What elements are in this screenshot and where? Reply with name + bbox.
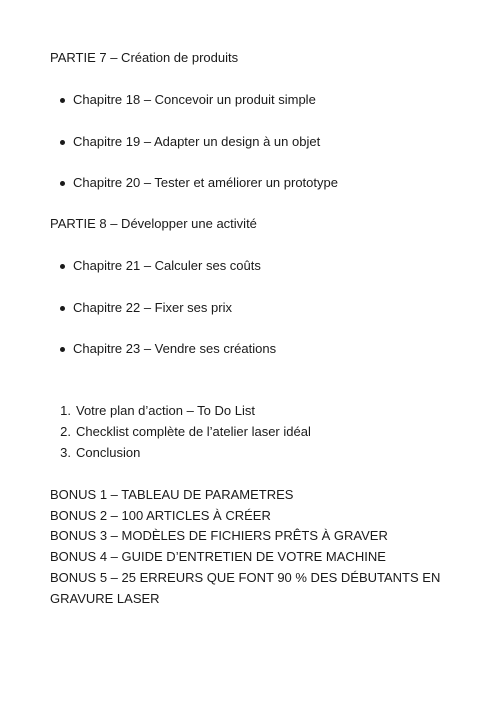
numbered-item-checklist: Checklist complète de l’atelier laser idéal: [76, 424, 311, 439]
bonus-3: BONUS 3 – MODÈLES DE FICHIERS PRÊTS À GRAVER: [50, 528, 388, 543]
bonus-1: BONUS 1 – TABLEAU DE PARAMETRES: [50, 487, 294, 502]
part8-heading: PARTIE 8 – Développer une activité: [50, 216, 257, 231]
part7-heading: PARTIE 7 – Création de produits: [50, 50, 239, 65]
part8-chapter-22: Chapitre 22 – Fixer ses prix: [73, 300, 232, 315]
numbered-item-conclusion: Conclusion: [76, 445, 141, 460]
numbered-marker: 3.: [60, 445, 71, 460]
part7-chapter-18: Chapitre 18 – Concevoir un produit simple: [73, 92, 316, 107]
numbered-item-action-plan: Votre plan d’action – To Do List: [76, 403, 255, 418]
bonus-5: BONUS 5 – 25 ERREURS QUE FONT 90 % DES DÉBUTANTS EN: [50, 570, 441, 585]
numbered-marker: 2.: [60, 424, 71, 439]
bullet-icon: [60, 181, 65, 186]
part7-chapter-19: Chapitre 19 – Adapter un design à un objet: [73, 134, 321, 149]
part8-chapter-23: Chapitre 23 – Vendre ses créations: [73, 341, 277, 356]
bonus-4: BONUS 4 – GUIDE D’ENTRETIEN DE VOTRE MACHINE: [50, 549, 386, 564]
bullet-icon: [60, 264, 65, 269]
bullet-icon: [60, 347, 65, 352]
part8-chapter-21: Chapitre 21 – Calculer ses coûts: [73, 258, 261, 273]
bonus-2: BONUS 2 – 100 ARTICLES À CRÉER: [50, 508, 271, 523]
bullet-icon: [60, 140, 65, 145]
bullet-icon: [60, 306, 65, 311]
bonus-5-continued: GRAVURE LASER: [50, 591, 160, 606]
numbered-marker: 1.: [60, 403, 71, 418]
bullet-icon: [60, 98, 65, 103]
part7-chapter-20: Chapitre 20 – Tester et améliorer un prototype: [73, 175, 338, 190]
